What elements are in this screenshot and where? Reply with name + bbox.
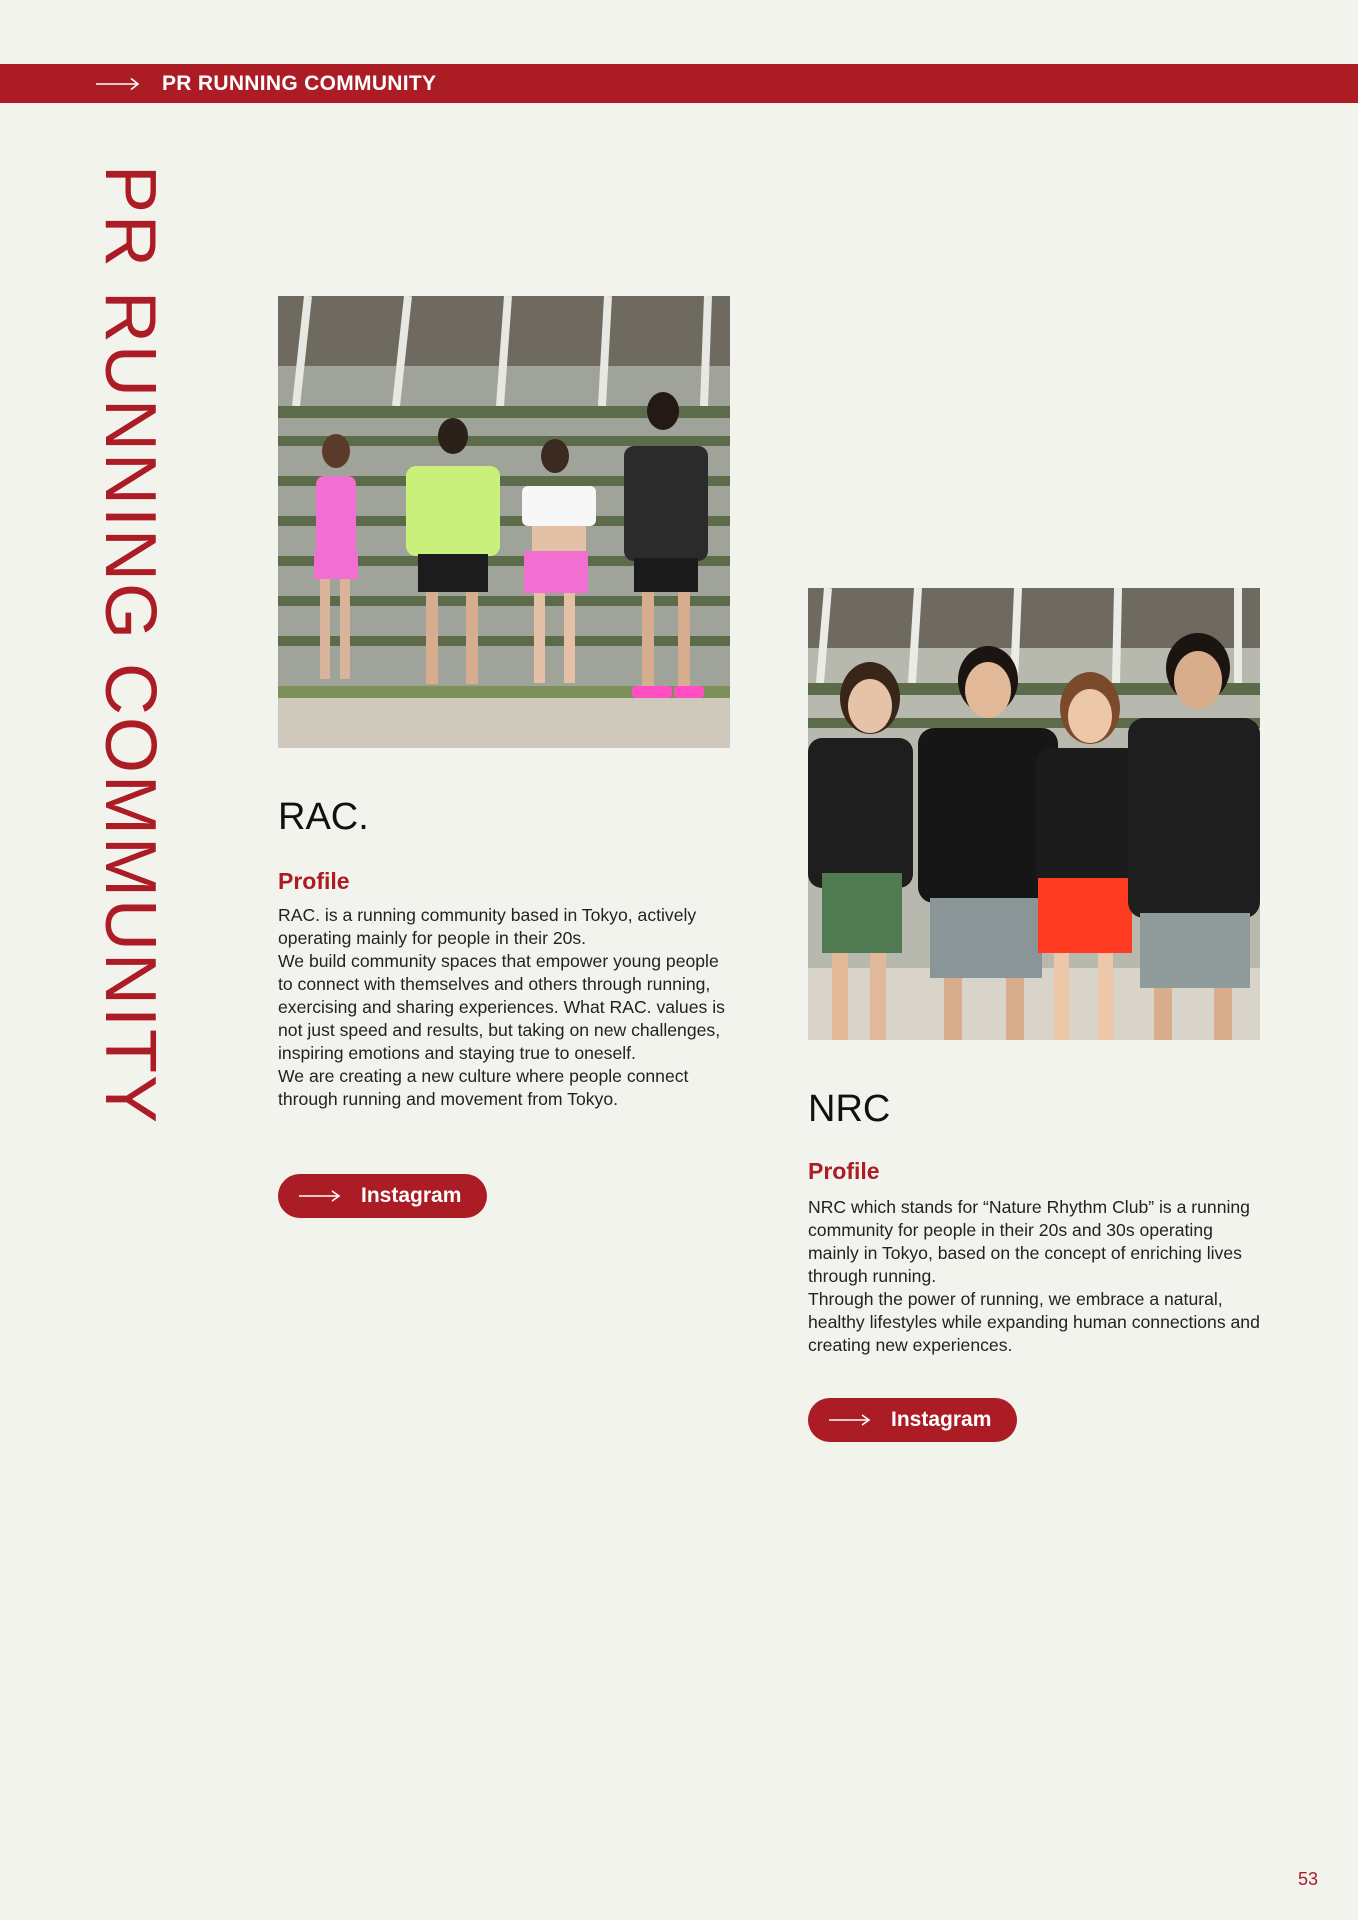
page-number: 53 <box>1298 1869 1319 1889</box>
nrc-group-photo <box>808 588 1260 1040</box>
instagram-label: Instagram <box>361 1184 462 1207</box>
rac-paragraph: We are creating a new culture where people connect through running and movement from Tokyo. <box>278 1066 689 1109</box>
header-bar <box>0 64 1358 103</box>
nrc-profile-label: Profile <box>808 1158 880 1184</box>
rac-profile-text <box>278 904 738 1111</box>
side-title: PR RUNNING COMMUNITY <box>90 165 170 1125</box>
nrc-paragraph: Through the power of running, we embrace a natural, healthy lifestyles while expanding human connections and creating new experiences. <box>808 1289 1260 1355</box>
rac-profile-label: Profile <box>278 868 350 894</box>
rac-name: RAC. <box>278 796 369 838</box>
rac-instagram-button[interactable] <box>278 1174 487 1218</box>
rac-paragraph: RAC. is a running community based in Tokyo, actively operating mainly for people in their 20s. <box>278 905 697 948</box>
nrc-instagram-button[interactable] <box>808 1398 1017 1442</box>
nrc-paragraph: NRC which stands for “Nature Rhythm Club” is a running community for people in their 20s and 30s operating mainly in Tokyo, based on the concept of enriching lives through running. <box>808 1197 1250 1286</box>
nrc-name: NRC <box>808 1088 891 1130</box>
rac-group-photo <box>278 296 730 748</box>
long-right-arrow-icon <box>299 1190 341 1202</box>
nrc-profile-text <box>808 1196 1268 1357</box>
instagram-label: Instagram <box>891 1408 992 1431</box>
long-right-arrow-icon <box>96 77 140 91</box>
long-right-arrow-icon <box>829 1414 871 1426</box>
header-title: PR RUNNING COMMUNITY <box>162 72 437 95</box>
rac-paragraph: We build community spaces that empower young people to connect with themselves and others through running, exercising and sharing experiences. What RAC. values is not just speed and results, but taking on new challenges, inspiring emotions and staying true to oneself. <box>278 951 725 1063</box>
